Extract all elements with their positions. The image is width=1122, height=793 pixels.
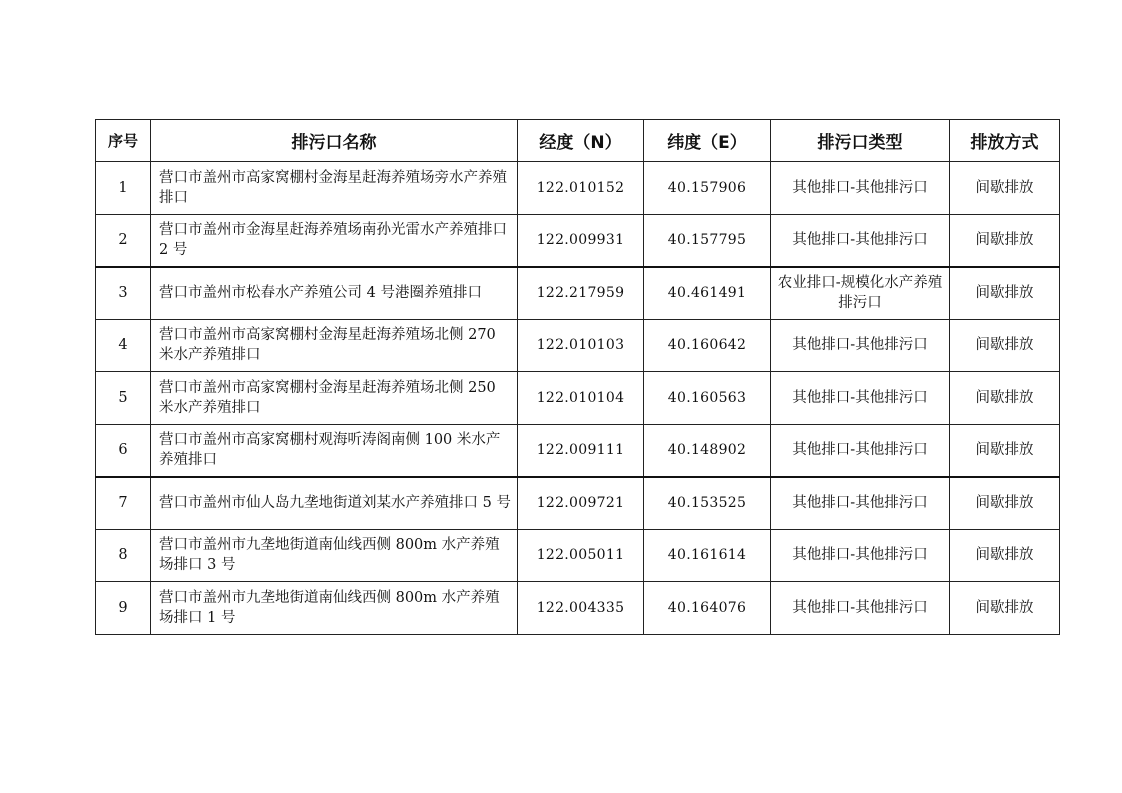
cell-index: 1	[96, 162, 151, 215]
cell-type: 其他排口-其他排污口	[771, 529, 950, 582]
cell-method: 间歇排放	[950, 214, 1060, 267]
header-longitude: 经度（N）	[518, 120, 644, 162]
table-row	[96, 424, 1060, 477]
header-name: 排污口名称	[151, 120, 518, 162]
cell-type: 其他排口-其他排污口	[771, 424, 950, 477]
cell-longitude: 122.004335	[518, 582, 644, 635]
cell-type: 其他排口-其他排污口	[771, 319, 950, 372]
cell-name: 营口市盖州市高家窝棚村观海听涛阁南侧 100 米水产养殖排口	[151, 424, 518, 477]
cell-longitude: 122.010152	[518, 162, 644, 215]
cell-type: 其他排口-其他排污口	[771, 477, 950, 530]
cell-index: 9	[96, 582, 151, 635]
cell-name: 营口市盖州市高家窝棚村金海星赶海养殖场北侧 270 米水产养殖排口	[151, 319, 518, 372]
cell-latitude: 40.161614	[644, 529, 771, 582]
header-latitude: 纬度（E）	[644, 120, 771, 162]
table-row	[96, 214, 1060, 267]
cell-name: 营口市盖州市九垄地街道南仙线西侧 800m 水产养殖场排口 3 号	[151, 529, 518, 582]
cell-longitude: 122.217959	[518, 267, 644, 320]
cell-index: 2	[96, 214, 151, 267]
cell-latitude: 40.160642	[644, 319, 771, 372]
cell-latitude: 40.164076	[644, 582, 771, 635]
cell-method: 间歇排放	[950, 582, 1060, 635]
cell-name: 营口市盖州市松春水产养殖公司 4 号港圈养殖排口	[151, 267, 518, 320]
cell-index: 6	[96, 424, 151, 477]
cell-longitude: 122.009111	[518, 424, 644, 477]
table-row	[96, 529, 1060, 582]
cell-method: 间歇排放	[950, 319, 1060, 372]
cell-method: 间歇排放	[950, 372, 1060, 425]
table-row	[96, 162, 1060, 215]
header-index: 序号	[96, 120, 151, 162]
header-method: 排放方式	[950, 120, 1060, 162]
cell-latitude: 40.157906	[644, 162, 771, 215]
cell-latitude: 40.157795	[644, 214, 771, 267]
table-row	[96, 267, 1060, 320]
cell-type: 其他排口-其他排污口	[771, 372, 950, 425]
table-row	[96, 372, 1060, 425]
cell-method: 间歇排放	[950, 424, 1060, 477]
cell-type: 其他排口-其他排污口	[771, 582, 950, 635]
table-row	[96, 477, 1060, 530]
cell-method: 间歇排放	[950, 477, 1060, 530]
cell-longitude: 122.009931	[518, 214, 644, 267]
cell-longitude: 122.005011	[518, 529, 644, 582]
cell-latitude: 40.153525	[644, 477, 771, 530]
header-row	[96, 120, 1060, 162]
cell-index: 4	[96, 319, 151, 372]
cell-latitude: 40.160563	[644, 372, 771, 425]
table-row	[96, 582, 1060, 635]
cell-type: 农业排口-规模化水产养殖排污口	[771, 267, 950, 320]
cell-method: 间歇排放	[950, 162, 1060, 215]
cell-index: 8	[96, 529, 151, 582]
outlet-table	[95, 119, 1060, 635]
header-type: 排污口类型	[771, 120, 950, 162]
table-row	[96, 319, 1060, 372]
cell-name: 营口市盖州市金海星赶海养殖场南孙光雷水产养殖排口 2 号	[151, 214, 518, 267]
cell-name: 营口市盖州市九垄地街道南仙线西侧 800m 水产养殖场排口 1 号	[151, 582, 518, 635]
cell-latitude: 40.148902	[644, 424, 771, 477]
cell-name: 营口市盖州市仙人岛九垄地街道刘某水产养殖排口 5 号	[151, 477, 518, 530]
cell-index: 3	[96, 267, 151, 320]
cell-type: 其他排口-其他排污口	[771, 214, 950, 267]
cell-name: 营口市盖州市高家窝棚村金海星赶海养殖场旁水产养殖排口	[151, 162, 518, 215]
cell-type: 其他排口-其他排污口	[771, 162, 950, 215]
cell-longitude: 122.010103	[518, 319, 644, 372]
cell-method: 间歇排放	[950, 529, 1060, 582]
cell-method: 间歇排放	[950, 267, 1060, 320]
cell-longitude: 122.010104	[518, 372, 644, 425]
cell-name: 营口市盖州市高家窝棚村金海星赶海养殖场北侧 250 米水产养殖排口	[151, 372, 518, 425]
cell-longitude: 122.009721	[518, 477, 644, 530]
cell-index: 5	[96, 372, 151, 425]
cell-latitude: 40.461491	[644, 267, 771, 320]
cell-index: 7	[96, 477, 151, 530]
